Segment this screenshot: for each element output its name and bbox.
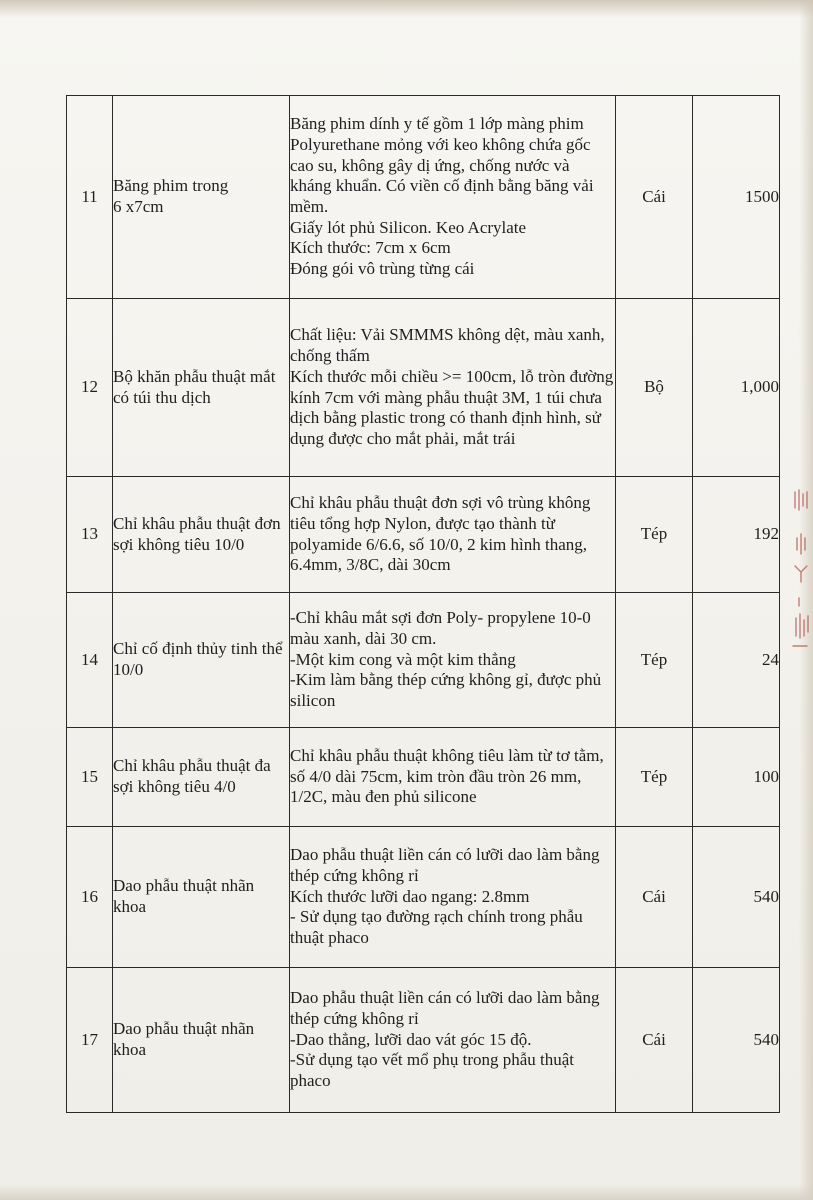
item-name (113, 299, 290, 477)
item-name (113, 968, 290, 1113)
item-name-text: Bộ khăn phẫu thuật mắt có túi thu dịch (113, 366, 276, 407)
item-description (290, 477, 616, 593)
quantity-cell: 192 (693, 477, 780, 593)
row-number: 11 (67, 96, 113, 299)
quantity-cell: 100 (693, 728, 780, 827)
unit-cell: Tép (616, 728, 693, 827)
red-stamp-fragment (787, 486, 811, 656)
item-name (113, 827, 290, 968)
unit-cell: Bộ (616, 299, 693, 477)
medical-supplies-table (66, 95, 780, 1113)
item-name (113, 477, 290, 593)
unit-cell: Tép (616, 477, 693, 593)
quantity-cell: 540 (693, 827, 780, 968)
table-row (67, 299, 780, 477)
item-name-text: Dao phẫu thuật nhãn khoa (113, 1019, 255, 1059)
table-row (67, 728, 780, 827)
item-description (290, 593, 616, 728)
item-name (113, 593, 290, 728)
item-description-text: -Chỉ khâu mắt sợi đơn Poly- propylene 10-0 màu xanh, dài 30 cm. -Một kim cong và một kim thẳng -Kim làm bằng thép cứng không gỉ, được phủ silicon (290, 608, 602, 711)
item-description-text: Dao phẫu thuật liền cán có lưỡi dao làm bằng thép cứng không rỉ -Dao thẳng, lưỡi dao vát góc 15 độ. -Sử dụng tạo vết mổ phụ trong phẫu thuật phaco (290, 988, 600, 1091)
item-description (290, 968, 616, 1113)
unit-cell: Cái (616, 968, 693, 1113)
item-name-text: Dao phẫu thuật nhãn khoa (113, 876, 255, 916)
item-name-text: Băng phim trong 6 x7cm (113, 176, 229, 216)
item-description (290, 96, 616, 299)
quantity-cell: 24 (693, 593, 780, 728)
quantity-cell: 540 (693, 968, 780, 1113)
item-name-text: Chỉ cố định thủy tinh thể 10/0 (113, 639, 283, 679)
item-name-text: Chỉ khâu phẫu thuật đa sợi không tiêu 4/0 (113, 756, 271, 796)
row-number: 17 (67, 968, 113, 1113)
quantity-cell: 1500 (693, 96, 780, 299)
row-number: 16 (67, 827, 113, 968)
row-number: 12 (67, 299, 113, 477)
table-row (67, 477, 780, 593)
quantity-cell: 1,000 (693, 299, 780, 477)
row-number: 15 (67, 728, 113, 827)
table-row (67, 968, 780, 1113)
item-description-text: Băng phim dính y tế gồm 1 lớp màng phim Polyurethane mỏng với keo không chứa gốc cao su, không gây dị ứng, chống nước và kháng khuẩn. Có viền cố định bằng băng vải mềm. Giấy lót phủ Silicon. Keo Acrylate Kích thước: 7cm x 6cm Đóng gói vô trùng từng cái (290, 114, 594, 279)
item-description-text: Chỉ khâu phẫu thuật đơn sợi vô trùng không tiêu tổng hợp Nylon, được tạo thành từ polyamide 6/6.6, số 10/0, 2 kim hình thang, 6.4mm, 3/8C, dài 30cm (290, 493, 591, 575)
unit-cell: Cái (616, 827, 693, 968)
item-name (113, 96, 290, 299)
page-top-shadow (0, 0, 813, 18)
item-description (290, 827, 616, 968)
page-bottom-edge (0, 1184, 813, 1200)
materials-table-container (66, 95, 779, 1112)
table-row (67, 593, 780, 728)
row-number: 13 (67, 477, 113, 593)
item-name-text: Chỉ khâu phẫu thuật đơn sợi không tiêu 10/0 (113, 513, 281, 554)
item-description-text: Chỉ khâu phẫu thuật không tiêu làm từ tơ tằm, số 4/0 dài 75cm, kim tròn đầu tròn 26 mm, 1/2C, màu đen phủ silicone (290, 745, 604, 807)
table-row (67, 96, 780, 299)
item-description-text: Chất liệu: Vải SMMMS không dệt, màu xanh, chống thấm Kích thước mỗi chiều >= 100cm, lỗ tròn đường kính 7cm với màng phẫu thuật 3M, 1 túi chưa dịch bằng plastic trong có thanh định hình, sử dụng được cho mắt phải, mắt trái (290, 325, 614, 448)
item-description (290, 299, 616, 477)
item-description-text: Dao phẫu thuật liền cán có lưỡi dao làm bằng thép cứng không rỉ Kích thước lưỡi dao ngang: 2.8mm - Sử dụng tạo đường rạch chính trong phẫu thuật phaco (290, 845, 600, 948)
unit-cell: Tép (616, 593, 693, 728)
item-name (113, 728, 290, 827)
item-description (290, 728, 616, 827)
row-number: 14 (67, 593, 113, 728)
unit-cell: Cái (616, 96, 693, 299)
table-row (67, 827, 780, 968)
